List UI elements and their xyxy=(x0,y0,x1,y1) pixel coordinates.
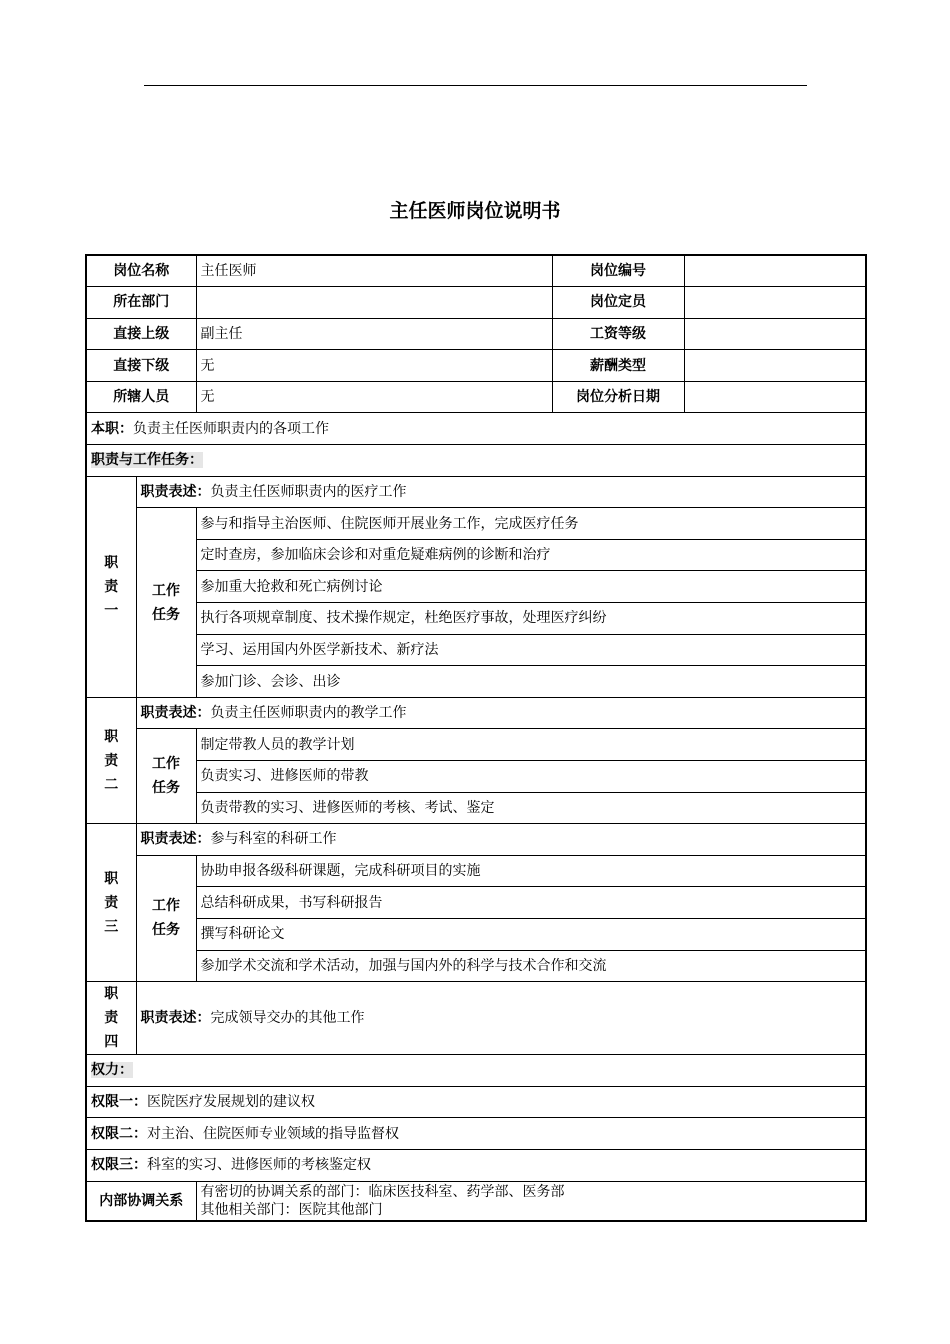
field-value xyxy=(684,318,866,350)
task-item: 学习、运用国内外医学新技术、新疗法 xyxy=(196,634,866,666)
relations-value xyxy=(196,1181,866,1221)
table-row xyxy=(86,318,866,350)
task-item: 参加学术交流和学术活动，加强与国内外的科学与技术合作和交流 xyxy=(196,950,866,982)
field-label: 岗位分析日期 xyxy=(552,381,684,413)
table-row xyxy=(86,824,866,856)
duty-name xyxy=(86,982,136,1055)
task-label-line: 工作 xyxy=(152,898,180,915)
table-row xyxy=(86,887,866,919)
table-row xyxy=(86,1149,866,1181)
task-label-line: 工作 xyxy=(152,582,180,599)
document-title: 主任医师岗位说明书 xyxy=(389,200,561,222)
field-value xyxy=(684,350,866,382)
field-label: 直接下级 xyxy=(86,350,196,382)
table-row xyxy=(86,1118,866,1150)
duty-name-char: 职 xyxy=(104,870,119,887)
table-row xyxy=(86,381,866,413)
job-description-table xyxy=(85,254,867,1222)
table-row xyxy=(86,255,866,287)
table-row xyxy=(86,1086,866,1118)
field-value: 无 xyxy=(196,350,552,382)
table-row xyxy=(86,508,866,540)
duty-name-char: 职 xyxy=(104,986,119,1003)
field-label: 所在部门 xyxy=(86,287,196,319)
field-label: 岗位编号 xyxy=(552,255,684,287)
table-row xyxy=(86,634,866,666)
duties-header xyxy=(86,445,866,477)
task-item: 负责实习、进修医师的带教 xyxy=(196,761,866,793)
duty-description xyxy=(136,982,866,1055)
duty-name-char: 二 xyxy=(104,776,119,793)
duty-name xyxy=(86,476,136,697)
task-item: 参加重大抢救和死亡病例讨论 xyxy=(196,571,866,603)
power-header-label: 权力： xyxy=(91,1062,133,1079)
table-row xyxy=(86,761,866,793)
relations-line: 其他相关部门：医院其他部门 xyxy=(200,1201,383,1218)
relations-line: 有密切的协调关系的部门：临床医技科室、药学部、医务部 xyxy=(200,1183,565,1200)
field-label: 岗位名称 xyxy=(86,255,196,287)
duty-description-label: 职责表述： xyxy=(140,1010,211,1027)
table-row xyxy=(86,1181,866,1221)
task-label xyxy=(136,508,196,698)
task-item: 协助申报各级科研课题，完成科研项目的实施 xyxy=(196,855,866,887)
field-value: 副主任 xyxy=(196,318,552,350)
task-item: 总结科研成果，书写科研报告 xyxy=(196,887,866,919)
field-label: 薪酬类型 xyxy=(552,350,684,382)
header-rule xyxy=(144,85,807,86)
field-value xyxy=(684,381,866,413)
power-item-text: 对主治、住院医师专业领域的指导监督权 xyxy=(147,1125,399,1142)
task-label-line: 工作 xyxy=(152,756,180,773)
task-label xyxy=(136,855,196,981)
field-value xyxy=(684,287,866,319)
duty-description-label: 职责表述： xyxy=(140,483,211,500)
table-row xyxy=(86,476,866,508)
table-row xyxy=(86,603,866,635)
duty-description-label: 职责表述： xyxy=(140,705,211,722)
field-value xyxy=(684,255,866,287)
task-label-line: 任务 xyxy=(152,780,180,797)
power-item-label: 权限二： xyxy=(91,1125,147,1142)
task-label-line: 任务 xyxy=(152,922,180,939)
power-item xyxy=(86,1118,866,1150)
table-row xyxy=(86,445,866,477)
main-duty-label: 本职： xyxy=(91,420,133,437)
duty-name-char: 责 xyxy=(104,1010,119,1027)
duty-name-char: 一 xyxy=(104,602,119,619)
power-item-text: 医院医疗发展规划的建议权 xyxy=(147,1094,315,1111)
table-row xyxy=(86,287,866,319)
duty-description xyxy=(136,824,866,856)
table-row xyxy=(86,1055,866,1087)
duty-name-char: 职 xyxy=(104,554,119,571)
duty-description-label: 职责表述： xyxy=(140,831,211,848)
main-duty-text: 负责主任医师职责内的各项工作 xyxy=(133,420,329,437)
duty-description xyxy=(136,476,866,508)
table-row xyxy=(86,982,866,1055)
power-item-label: 权限三： xyxy=(91,1157,147,1174)
field-label: 岗位定员 xyxy=(552,287,684,319)
task-label-line: 任务 xyxy=(152,606,180,623)
table-row xyxy=(86,918,866,950)
table-row xyxy=(86,950,866,982)
duty-description-text: 负责主任医师职责内的医疗工作 xyxy=(210,483,407,500)
field-label: 所辖人员 xyxy=(86,381,196,413)
field-label: 工资等级 xyxy=(552,318,684,350)
field-value: 无 xyxy=(196,381,552,413)
power-item-label: 权限一： xyxy=(91,1094,147,1111)
duty-name-char: 四 xyxy=(104,1034,119,1051)
table-row xyxy=(86,855,866,887)
duty-name xyxy=(86,824,136,982)
task-item: 参与和指导主治医师、住院医师开展业务工作，完成医疗任务 xyxy=(196,508,866,540)
power-header xyxy=(86,1055,866,1087)
table-row xyxy=(86,413,866,445)
table-row xyxy=(86,697,866,729)
duties-header-label: 职责与工作任务： xyxy=(91,452,203,469)
main-duty xyxy=(86,413,866,445)
task-item: 负责带教的实习、进修医师的考核、考试、鉴定 xyxy=(196,792,866,824)
duty-description xyxy=(136,697,866,729)
duty-description-text: 参与科室的科研工作 xyxy=(210,831,337,848)
duty-name-char: 责 xyxy=(104,752,119,769)
relations-label: 内部协调关系 xyxy=(86,1181,196,1221)
table-row xyxy=(86,571,866,603)
power-item-text: 科室的实习、进修医师的考核鉴定权 xyxy=(147,1157,371,1174)
task-item: 参加门诊、会诊、出诊 xyxy=(196,666,866,698)
table-row xyxy=(86,539,866,571)
duty-description-text: 完成领导交办的其他工作 xyxy=(210,1010,365,1027)
task-label xyxy=(136,729,196,824)
duty-name-char: 三 xyxy=(104,918,119,935)
duty-name-char: 责 xyxy=(104,894,119,911)
task-item: 制定带教人员的教学计划 xyxy=(196,729,866,761)
duty-name-char: 责 xyxy=(104,578,119,595)
field-value xyxy=(196,287,552,319)
table-row xyxy=(86,729,866,761)
duty-description-text: 负责主任医师职责内的教学工作 xyxy=(210,705,407,722)
duty-name xyxy=(86,697,136,823)
task-item: 撰写科研论文 xyxy=(196,918,866,950)
power-item xyxy=(86,1149,866,1181)
duty-name-char: 职 xyxy=(104,728,119,745)
field-value: 主任医师 xyxy=(196,255,552,287)
field-label: 直接上级 xyxy=(86,318,196,350)
task-item: 执行各项规章制度、技术操作规定，杜绝医疗事故，处理医疗纠纷 xyxy=(196,603,866,635)
task-item: 定时查房，参加临床会诊和对重危疑难病例的诊断和治疗 xyxy=(196,539,866,571)
table-row xyxy=(86,792,866,824)
table-row xyxy=(86,666,866,698)
table-row xyxy=(86,350,866,382)
power-item xyxy=(86,1086,866,1118)
